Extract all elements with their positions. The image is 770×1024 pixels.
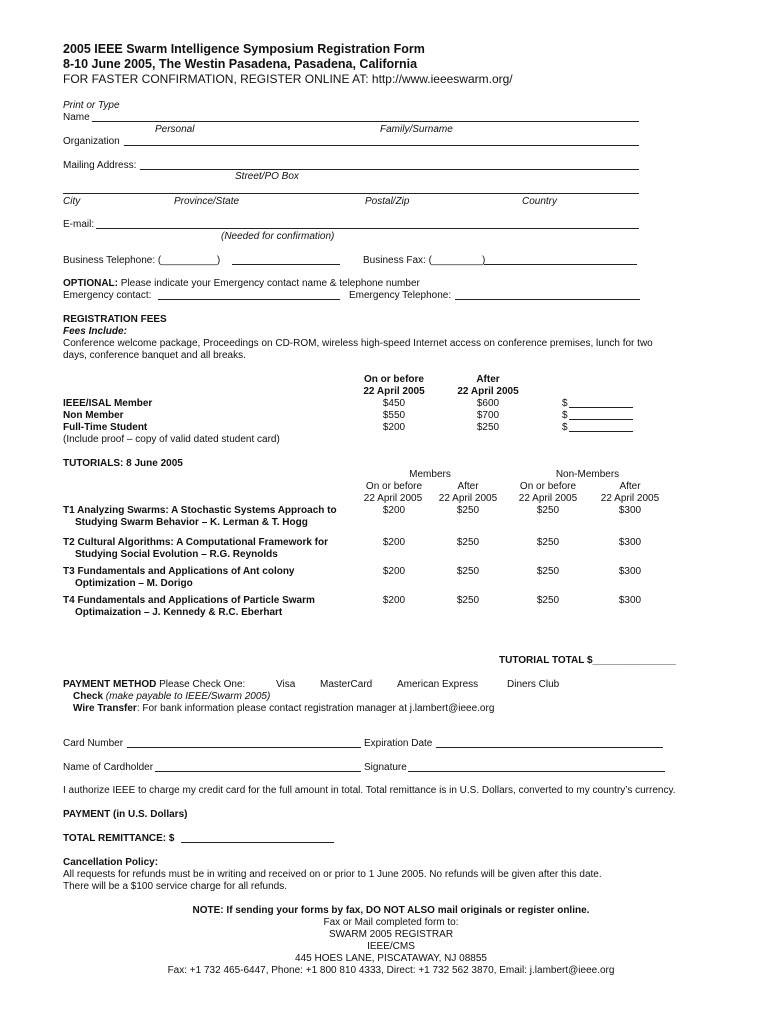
tutorial-price: $250 <box>456 537 480 548</box>
payment-method-text: Please Check One: <box>156 679 246 690</box>
signature-label: Signature <box>364 762 407 773</box>
tutorial-price: $250 <box>536 537 560 548</box>
optional-line <box>63 278 420 290</box>
check-label: Check <box>73 691 104 702</box>
payment-option-amex[interactable]: American Express <box>397 679 479 690</box>
name-field[interactable] <box>92 121 639 122</box>
payment-option-diners[interactable]: Diners Club <box>507 679 560 690</box>
col-date: 22 April 2005 <box>363 493 423 504</box>
tutorial-price: $250 <box>536 505 560 516</box>
check-option[interactable] <box>73 691 270 703</box>
payment-option-mastercard[interactable]: MasterCard <box>320 679 373 690</box>
tutorial-price: $300 <box>618 566 642 577</box>
card-number-field[interactable] <box>127 747 361 748</box>
fax-note: NOTE: If sending your forms by fax, DO NOT ALSO mail originals or register online. <box>192 905 590 916</box>
event-subtitle: 8-10 June 2005, The Westin Pasadena, Pasadena, California <box>63 57 418 71</box>
members-header: Members <box>409 469 451 480</box>
organization-label: Organization <box>63 136 120 147</box>
emergency-phone-label: Emergency Telephone: <box>349 290 452 301</box>
col-date: 22 April 2005 <box>518 493 578 504</box>
wire-text: : For bank information please contact registration manager at j.lambert@ieee.org <box>136 703 495 714</box>
non-members-header: Non-Members <box>555 469 620 480</box>
fee-dollar-sign: $ <box>562 422 568 433</box>
check-text: (make payable to IEEE/Swarm 2005) <box>103 691 271 702</box>
family-caption: Family/Surname <box>380 124 453 135</box>
tutorial-price: $250 <box>456 566 480 577</box>
tutorial-price: $200 <box>382 505 406 516</box>
business-fax-label: Business Fax: (_________) <box>363 255 486 266</box>
tutorial-presenter: Studying Swarm Behavior – K. Lerman & T. Hogg <box>75 517 308 528</box>
organization-field[interactable] <box>124 145 639 146</box>
postal-caption: Postal/Zip <box>365 196 410 207</box>
fee-amount-field[interactable] <box>569 419 633 420</box>
col-on-or-before: On or before <box>519 481 577 492</box>
business-phone-field[interactable] <box>232 264 340 265</box>
online-url-link[interactable]: http://www.ieeeswarm.org/ <box>371 72 513 86</box>
fee-row-after: $700 <box>476 410 500 421</box>
city-line-field[interactable] <box>63 193 639 194</box>
wire-transfer-option[interactable] <box>73 703 494 715</box>
col-after: After <box>619 481 641 492</box>
fee-row-after: $250 <box>476 422 500 433</box>
student-note: (Include proof – copy of valid dated student card) <box>63 434 280 445</box>
country-caption: Country <box>522 196 558 207</box>
payment-option-visa[interactable]: Visa <box>276 679 296 690</box>
fees-heading: REGISTRATION FEES <box>63 314 167 325</box>
cancellation-line: There will be a $100 service charge for all refunds. <box>63 881 288 892</box>
optional-label: OPTIONAL: <box>63 278 118 289</box>
online-register-line <box>63 72 513 86</box>
fee-row-after: $600 <box>476 398 500 409</box>
fee-amount-field[interactable] <box>569 407 633 408</box>
online-prefix: FOR FASTER CONFIRMATION, REGISTER ONLINE AT: <box>63 72 372 86</box>
cancellation-line: All requests for refunds must be in writing and received on or prior to 1 June 2005. No refunds will be given after this date. <box>63 869 602 880</box>
province-caption: Province/State <box>174 196 240 207</box>
mailing-address-field[interactable] <box>140 169 639 170</box>
tutorial-price: $200 <box>382 566 406 577</box>
col-date: 22 April 2005 <box>438 493 498 504</box>
tutorial-title: T4 Fundamentals and Applications of Particle Swarm <box>63 595 315 606</box>
fee-dollar-sign: $ <box>562 410 568 421</box>
mailing-address-label: Mailing Address: <box>63 160 137 171</box>
fees-col-before-2: 22 April 2005 <box>363 386 425 397</box>
fee-row-before: $550 <box>382 410 406 421</box>
tutorial-title: T2 Cultural Algorithms: A Computational Framework for <box>63 537 329 548</box>
fee-row-before: $450 <box>382 398 406 409</box>
fees-col-after-1: After <box>476 374 500 385</box>
fee-row-label: IEEE/ISAL Member <box>63 398 153 409</box>
fee-amount-field[interactable] <box>569 431 633 432</box>
form-title: 2005 IEEE Swarm Intelligence Symposium Registration Form <box>63 42 425 56</box>
cardholder-label: Name of Cardholder <box>63 762 154 773</box>
name-label: Name <box>63 112 90 123</box>
tutorial-price: $200 <box>382 537 406 548</box>
tutorial-price: $300 <box>618 505 642 516</box>
fees-description: Conference welcome package, Proceedings on CD-ROM, wireless high-speed Internet access on conference premises, lunch for two days, conference banquet and all breaks. <box>63 338 653 361</box>
fee-row-before: $200 <box>382 422 406 433</box>
registrar-name: SWARM 2005 REGISTRAR <box>328 929 454 940</box>
tutorial-total-field[interactable]: TUTORIAL TOTAL $_______________ <box>499 655 676 666</box>
total-remittance-field[interactable] <box>181 842 334 843</box>
card-number-label: Card Number <box>63 738 124 749</box>
tutorial-presenter: Optimization – M. Dorigo <box>75 578 193 589</box>
wire-label: Wire Transfer <box>73 703 137 714</box>
payment-usd-heading: PAYMENT (in U.S. Dollars) <box>63 809 188 820</box>
business-fax-field[interactable] <box>484 264 637 265</box>
fee-dollar-sign: $ <box>562 398 568 409</box>
emergency-contact-label: Emergency contact: <box>63 290 152 301</box>
tutorial-price: $200 <box>382 595 406 606</box>
tutorial-title: T1 Analyzing Swarms: A Stochastic Systems Approach to <box>63 505 337 516</box>
registrar-org: IEEE/CMS <box>367 941 415 952</box>
expiration-label: Expiration Date <box>364 738 433 749</box>
tutorial-price: $250 <box>456 505 480 516</box>
fees-col-after-2: 22 April 2005 <box>457 386 519 397</box>
tutorials-heading: TUTORIALS: 8 June 2005 <box>63 458 183 469</box>
col-on-or-before: On or before <box>365 481 423 492</box>
col-after: After <box>457 481 479 492</box>
expiration-field[interactable] <box>436 747 663 748</box>
fee-row-label: Non Member <box>63 410 124 421</box>
tutorial-price: $250 <box>536 595 560 606</box>
tutorial-presenter: Optimaization – J. Kennedy & R.C. Eberhart <box>75 607 283 618</box>
signature-field[interactable] <box>408 771 665 772</box>
total-remittance-label: TOTAL REMITTANCE: $ <box>63 833 175 844</box>
optional-text: Please indicate your Emergency contact name & telephone number <box>118 278 420 289</box>
print-or-type-label: Print or Type <box>63 100 120 111</box>
email-field[interactable] <box>96 228 639 229</box>
cancellation-heading: Cancellation Policy: <box>63 857 159 868</box>
mail-instructions: Fax or Mail completed form to: <box>323 917 459 928</box>
fee-row-label: Full-Time Student <box>63 422 148 433</box>
email-note: (Needed for confirmation) <box>221 231 335 242</box>
tutorial-price: $250 <box>456 595 480 606</box>
payment-method-label: PAYMENT METHOD <box>63 679 157 690</box>
personal-caption: Personal <box>155 124 195 135</box>
registrar-address: 445 HOES LANE, PISCATAWAY, NJ 08855 <box>295 953 487 964</box>
authorize-statement: I authorize IEEE to charge my credit card for the full amount in total. Total remittance is in U.S. Dollars, converted to my country’s currency. <box>63 785 676 796</box>
tutorial-price: $300 <box>618 537 642 548</box>
email-label: E-mail: <box>63 219 95 230</box>
fees-include-heading: Fees Include: <box>63 326 127 337</box>
payment-method-line <box>63 679 245 691</box>
tutorial-price: $250 <box>536 566 560 577</box>
business-phone-label: Business Telephone: (__________) <box>63 255 221 266</box>
city-caption: City <box>63 196 81 207</box>
fees-col-before-1: On or before <box>363 374 424 385</box>
col-date: 22 April 2005 <box>600 493 660 504</box>
tutorial-price: $300 <box>618 595 642 606</box>
cardholder-field[interactable] <box>155 771 361 772</box>
tutorial-presenter: Studying Social Evolution – R.G. Reynolds <box>75 549 278 560</box>
emergency-contact-field[interactable] <box>158 299 340 300</box>
registrar-contact: Fax: +1 732 465-6447, Phone: +1 800 810 4333, Direct: +1 732 562 3870, Email: j.lambert@ieee.org <box>167 965 615 976</box>
tutorial-title: T3 Fundamentals and Applications of Ant colony <box>63 566 295 577</box>
emergency-phone-field[interactable] <box>455 299 640 300</box>
street-caption: Street/PO Box <box>235 171 299 182</box>
